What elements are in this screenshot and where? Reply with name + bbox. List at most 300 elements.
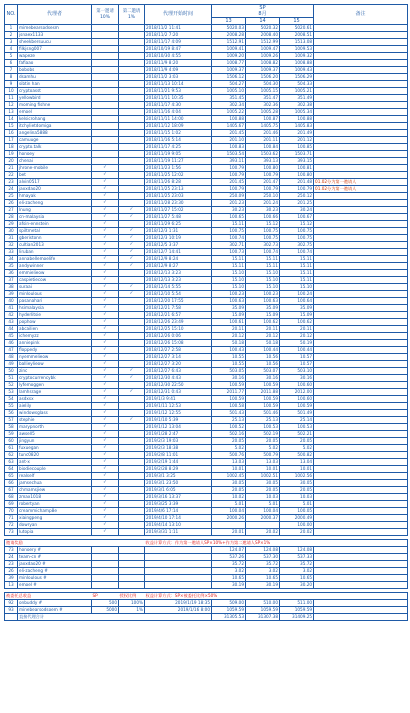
start-time: 2019/2/3 19:03 (145, 438, 212, 445)
note (314, 123, 408, 130)
note (314, 319, 408, 326)
note (314, 291, 408, 298)
sp-day-14: 5020.32 (246, 25, 280, 32)
sp-day-15: 1513.08 (280, 39, 314, 46)
row-number: 12 (5, 102, 18, 109)
second-invite-check (119, 473, 145, 480)
second-invite-check (119, 466, 145, 473)
note (314, 263, 408, 270)
note (314, 494, 408, 501)
start-time: 2018/11/12 18:09 (145, 123, 212, 130)
row-number: 43 (5, 319, 18, 326)
invite-reward-title: 邀请奖励 (5, 540, 145, 547)
second-invite-check (119, 340, 145, 347)
note (314, 172, 408, 179)
first-invite-check: ✓ (92, 221, 119, 228)
table-row (5, 221, 408, 228)
start-time: 2019/3/1 3:25 (145, 473, 212, 480)
first-invite-check (92, 102, 119, 109)
first-invite-check: ✓ (92, 403, 119, 410)
sp-day-13: 30.23 (212, 207, 246, 214)
table-row (5, 354, 408, 361)
second-invite-check (119, 529, 145, 536)
first-invite-check: ✓ (92, 375, 119, 382)
agent-name: minloulous (18, 291, 92, 298)
sp-day-13: 1009.37 (212, 67, 246, 74)
sp-day-15: 100.67 (280, 214, 314, 221)
agent-name: andywinner (18, 263, 92, 270)
sp-day-13: 100.73 (212, 249, 246, 256)
start-time: 2018/11/25 23:03 (145, 193, 212, 200)
header-note: 备注 (314, 5, 408, 25)
first-invite-check: ✓ (92, 438, 119, 445)
row-number: 72 (5, 522, 18, 529)
agent-name: minebearsodsoem # (18, 607, 92, 614)
first-invite-check: ✓ (92, 515, 119, 522)
sp-day-13: 1059.59 (212, 607, 246, 614)
first-invite-check: ✓ (92, 347, 119, 354)
sp-day-14: 100.44 (246, 347, 280, 354)
agent-name: emoel # (18, 582, 92, 589)
row-number: 52 (5, 382, 18, 389)
note (314, 452, 408, 459)
agent-name: yellowbird (18, 95, 92, 102)
first-invite-check: ✓ (92, 501, 119, 508)
row-number: 68 (5, 494, 18, 501)
invite-reward-row (5, 568, 408, 575)
row-number: 47 (5, 347, 18, 354)
first-invite-check: ✓ (92, 459, 119, 466)
second-invite-check: ✓ (119, 291, 145, 298)
first-invite-check (92, 123, 119, 130)
start-time: 2019/2/8 11:01 (145, 452, 212, 459)
table-row (5, 445, 408, 452)
first-invite-check: ✓ (92, 487, 119, 494)
second-invite-check (119, 508, 145, 515)
sp-day-14: 10.01 (246, 466, 280, 473)
agent-name: ant-x (18, 459, 92, 466)
sp-day-15: 35.72 (280, 561, 314, 568)
start-time: 2018/12/30 22:50 (145, 382, 212, 389)
table-row (5, 298, 408, 305)
sp-day-15: 201.12 (280, 137, 314, 144)
agent-name: marypnorth (18, 424, 92, 431)
sp-day-15: 100.24 (280, 291, 314, 298)
sp-day-14: 100.84 (246, 144, 280, 151)
sp-day-13: 100.79 (212, 165, 246, 172)
note: 01.02分为第一邀请人 (314, 179, 408, 186)
note (314, 151, 408, 158)
sp-day-15: 100.44 (280, 347, 314, 354)
sp-day-14: 2011.88 (246, 389, 280, 396)
note (314, 221, 408, 228)
table-row (5, 333, 408, 340)
second-invite-check (119, 547, 145, 554)
sp-day-14: 500.79 (246, 452, 280, 459)
start-time (145, 561, 212, 568)
sp-day-14: 100.75 (246, 228, 280, 235)
first-invite-check (92, 130, 119, 137)
start-time: 2018/11/25 12:02 (145, 172, 212, 179)
invite-reward-row (5, 582, 408, 589)
table-row (5, 319, 408, 326)
table-row (5, 501, 408, 508)
row-number: 32 (5, 242, 18, 249)
second-invite-check (119, 312, 145, 319)
note (314, 575, 408, 582)
row-number: 38 (5, 284, 18, 291)
second-invite-check (119, 165, 145, 172)
total-label: 直接代理合计 (18, 614, 212, 621)
table-row (5, 473, 408, 480)
agent-name: ichemyzz (18, 333, 92, 340)
sp-day-14: 30.05 (246, 480, 280, 487)
row-number: 73 (5, 529, 18, 536)
note (314, 193, 408, 200)
note (314, 277, 408, 284)
sp-day-13: 15.11 (212, 221, 246, 228)
second-invite-check: ✓ (119, 417, 145, 424)
note (314, 102, 408, 109)
note (314, 382, 408, 389)
agent-name: alvin0517 (18, 179, 92, 186)
sp-day-13: 1002.45 (212, 473, 246, 480)
first-invite-check (92, 137, 119, 144)
row-number: 6 (5, 60, 18, 67)
first-invite-check (92, 95, 119, 102)
sp-day-15: 30.24 (280, 207, 314, 214)
note (314, 547, 408, 554)
table-row (5, 207, 408, 214)
note (314, 88, 408, 95)
start-time: 2018/12/14 5:55 (145, 284, 212, 291)
table-row (5, 123, 408, 130)
sp-day-15: 5.02 (280, 445, 314, 452)
table-row (5, 494, 408, 501)
table-row (5, 32, 408, 39)
agent-name: cryptoasst (18, 88, 92, 95)
sp-day-13: 1005.22 (212, 109, 246, 116)
table-row (5, 452, 408, 459)
second-invite-check (119, 25, 145, 32)
sp-day-15: 1002.56 (280, 473, 314, 480)
second-invite-check (119, 151, 145, 158)
sp-day-13: 35.72 (212, 561, 246, 568)
sp-day-14: 100.66 (246, 214, 280, 221)
sp-day-13: 100.83 (212, 144, 246, 151)
sp-day-13: 2011.77 (212, 389, 246, 396)
note (314, 340, 408, 347)
start-time: 2018/11/26 8:28 (145, 179, 212, 186)
sp-day-13: 15.10 (212, 270, 246, 277)
first-invite-check (92, 554, 119, 561)
note (314, 214, 408, 221)
sp-day-15: 15.11 (280, 256, 314, 263)
row-number: 58 (5, 424, 18, 431)
sp-day-15: 100.81 (280, 165, 314, 172)
note (314, 67, 408, 74)
start-time: 2018/11/2 7:20 (145, 32, 212, 39)
start-time: 2018/11/13 10:14 (145, 81, 212, 88)
header-no: NO. (5, 5, 18, 25)
sp-day-13: 100.59 (212, 396, 246, 403)
row-number: 29 (5, 221, 18, 228)
sp-day-13: 2000.26 (212, 515, 246, 522)
first-invite-check: ✓ (92, 319, 119, 326)
sp-day-13: 100.43 (212, 347, 246, 354)
sp-day-15: 100.59 (280, 403, 314, 410)
note (314, 39, 408, 46)
second-invite-check (119, 445, 145, 452)
row-number: 33 (5, 249, 18, 256)
sp-day-14: 302.73 (246, 242, 280, 249)
sp-day-14: 100.59 (246, 382, 280, 389)
agent-name: tunc0820 (18, 452, 92, 459)
table-row (5, 480, 408, 487)
note (314, 25, 408, 32)
second-invite-check (119, 123, 145, 130)
start-time: 2019/4/10 17:14 (145, 515, 212, 522)
table-row (5, 389, 408, 396)
sp-day-13: 5020.03 (212, 25, 246, 32)
table-row (5, 158, 408, 165)
sp-day-14: 30.19 (246, 582, 280, 589)
sp-day-15: 100.80 (280, 172, 314, 179)
table-row (5, 263, 408, 270)
note (314, 389, 408, 396)
sp-day-15: 501.49 (280, 410, 314, 417)
row-number: 20 (5, 158, 18, 165)
note (314, 459, 408, 466)
invite-reward-row (5, 547, 408, 554)
sp-day-13: 10.55 (212, 354, 246, 361)
sp-day-13: 100.58 (212, 403, 246, 410)
header-sp (212, 5, 314, 18)
sp-day-13: 1405.67 (212, 123, 246, 130)
sp-day-14: 20.05 (246, 438, 280, 445)
note (314, 207, 408, 214)
sp-day-15: 30.05 (280, 480, 314, 487)
header-day-14: 14 (246, 18, 280, 25)
sp-day-13: 100.75 (212, 228, 246, 235)
sp-day-13: 15.11 (212, 256, 246, 263)
second-invite-check (119, 333, 145, 340)
sp-day-14: 100.74 (246, 249, 280, 256)
start-time: 2018/12/3 10:19 (145, 235, 212, 242)
first-invite-check: ✓ (92, 480, 119, 487)
sp-day-14: 1009.26 (246, 53, 280, 60)
note (314, 298, 408, 305)
sp-day-15: 201.25 (280, 200, 314, 207)
sp-day-15: 100.74 (280, 249, 314, 256)
sp-day-14: 1512.99 (246, 39, 280, 46)
authorization-ratio: 100% (119, 600, 145, 607)
agent-name: pophow (18, 319, 92, 326)
start-time: 2018/12/21 7:58 (145, 305, 212, 312)
sp-day-14: 504.30 (246, 81, 280, 88)
sp-day-13: 100.23 (212, 291, 246, 298)
sp-day-14 (246, 522, 280, 529)
sp-day-15: 100.75 (280, 235, 314, 242)
row-number: 56 (5, 410, 18, 417)
sp-day-14: 5.02 (246, 445, 280, 452)
sp-day-15: 503.10 (280, 368, 314, 375)
sp-day-14: 201.47 (246, 179, 280, 186)
second-invite-check: ✓ (119, 284, 145, 291)
agent-name: bet (18, 172, 92, 179)
sp-day-15: 500.82 (280, 452, 314, 459)
sp-day-15: 20.02 (280, 529, 314, 536)
second-invite-check (119, 515, 145, 522)
sp-day-15: 100.79 (280, 186, 314, 193)
row-number: 62 (5, 452, 18, 459)
sp-day-14: 20.11 (246, 326, 280, 333)
sp-day-13: 1009.20 (212, 53, 246, 60)
second-invite-check (119, 200, 145, 207)
sp-day-13: 100.65 (212, 214, 246, 221)
agent-name: zmax1018 (18, 494, 92, 501)
second-invite-check: ✓ (119, 242, 145, 249)
start-time: 2018/11/19 9:05 (145, 151, 212, 158)
sp-day-14: 100.75 (246, 235, 280, 242)
row-number: 27 (5, 207, 18, 214)
agent-name: eli-zacheng # (18, 568, 92, 575)
first-invite-check (92, 116, 119, 123)
first-invite-check (92, 53, 119, 60)
start-time: 2018/11/9 8:20 (145, 60, 212, 67)
note (314, 403, 408, 410)
row-number: 63 (5, 459, 18, 466)
table-row (5, 151, 408, 158)
row-number: 61 (5, 445, 18, 452)
table-row (5, 256, 408, 263)
start-time: 2018/12/9 8:27 (145, 263, 212, 270)
second-invite-check (119, 575, 145, 582)
start-time: 2018/12/5 3:37 (145, 242, 212, 249)
sp-day-13: 15.10 (212, 284, 246, 291)
note (314, 305, 408, 312)
second-invite-check (119, 305, 145, 312)
agent-name: chmamsjiew (18, 487, 92, 494)
agent-name: asdxsx (18, 396, 92, 403)
first-invite-check: ✓ (92, 417, 119, 424)
table-row (5, 291, 408, 298)
row-number: 65 (5, 473, 18, 480)
note (314, 487, 408, 494)
sp-day-13: 302.34 (212, 102, 246, 109)
first-invite-check: ✓ (92, 326, 119, 333)
sp-day-15: 100.05 (280, 508, 314, 515)
sp-day-13: 10.02 (212, 494, 246, 501)
table-row (5, 39, 408, 46)
agent-name: pasanahari (18, 298, 92, 305)
sp-day-15: 35.09 (280, 305, 314, 312)
first-invite-check: ✓ (92, 312, 119, 319)
agent-name: moming fishne (18, 102, 92, 109)
first-invite-check: ✓ (92, 466, 119, 473)
first-invite-check: ✓ (92, 242, 119, 249)
second-invite-check (119, 554, 145, 561)
second-invite-check (119, 522, 145, 529)
row-number: 13 (5, 109, 18, 116)
row-number: 93 (5, 607, 18, 614)
first-invite-check: ✓ (92, 396, 119, 403)
first-invite-check (92, 582, 119, 589)
table-row (5, 130, 408, 137)
first-invite-check: ✓ (92, 445, 119, 452)
first-invite-check (92, 109, 119, 116)
first-invite-check (92, 32, 119, 39)
start-time: 2018/11/17 4:30 (145, 102, 212, 109)
agent-name: cultian2013 (18, 242, 92, 249)
sp-day-14: 1008.82 (246, 60, 280, 67)
first-invite-check: ✓ (92, 186, 119, 193)
sp-day-13: 3.02 (212, 568, 246, 575)
sp-day-15: 3.02 (280, 568, 314, 575)
sp-day-14: 100.63 (246, 298, 280, 305)
sp-day-13: 25.13 (212, 417, 246, 424)
start-time: 2019/3/1 23:50 (145, 480, 212, 487)
agent-name: emmielieow (18, 270, 92, 277)
start-time: 2018/12/13 3:23 (145, 270, 212, 277)
sp-day-15: 10.57 (280, 354, 314, 361)
first-invite-check: ✓ (92, 494, 119, 501)
sp-day-15: 2000.49 (280, 515, 314, 522)
second-invite-check: ✓ (119, 228, 145, 235)
agent-name: onbuddy # (18, 600, 92, 607)
first-invite-check (92, 74, 119, 81)
second-invite-check (119, 424, 145, 431)
table-row (5, 410, 408, 417)
row-number: 48 (5, 354, 18, 361)
note (314, 568, 408, 575)
sp-day-13: 10.65 (212, 575, 246, 582)
sp-day-14: 100.79 (246, 186, 280, 193)
sp-day-13: 351.45 (212, 95, 246, 102)
sp-day-14: 1405.75 (246, 123, 280, 130)
note (314, 473, 408, 480)
sp-day-14: 100.53 (246, 424, 280, 431)
sp-day-15: 10.57 (280, 361, 314, 368)
first-invite-check: ✓ (92, 193, 119, 200)
agent-name: sibtin han (18, 81, 92, 88)
sp-day-15: 124.08 (280, 547, 314, 554)
sp-day-15: 100.53 (280, 424, 314, 431)
sp-day-15: 15.11 (280, 270, 314, 277)
sp-day-13: 5.01 (212, 501, 246, 508)
sp-day-14: 1059.59 (246, 607, 280, 614)
sp-day-14: 10.56 (246, 361, 280, 368)
second-invite-check (119, 109, 145, 116)
second-invite-check (119, 74, 145, 81)
agent-name: annabellemoelife (18, 256, 92, 263)
sp-day-14: 3.02 (246, 568, 280, 575)
note (314, 515, 408, 522)
second-invite-check (119, 459, 145, 466)
agent-name: floppedy (18, 347, 92, 354)
table-row (5, 305, 408, 312)
row-number: 59 (5, 431, 18, 438)
first-invite-check: ✓ (92, 165, 119, 172)
note (314, 46, 408, 53)
total-row (5, 614, 408, 621)
agent-table (4, 4, 408, 621)
row-number: 28 (5, 214, 18, 221)
table-row (5, 466, 408, 473)
row-number: 42 (5, 312, 18, 319)
table-row (5, 144, 408, 151)
sp-day-15: 1008.88 (280, 60, 314, 67)
